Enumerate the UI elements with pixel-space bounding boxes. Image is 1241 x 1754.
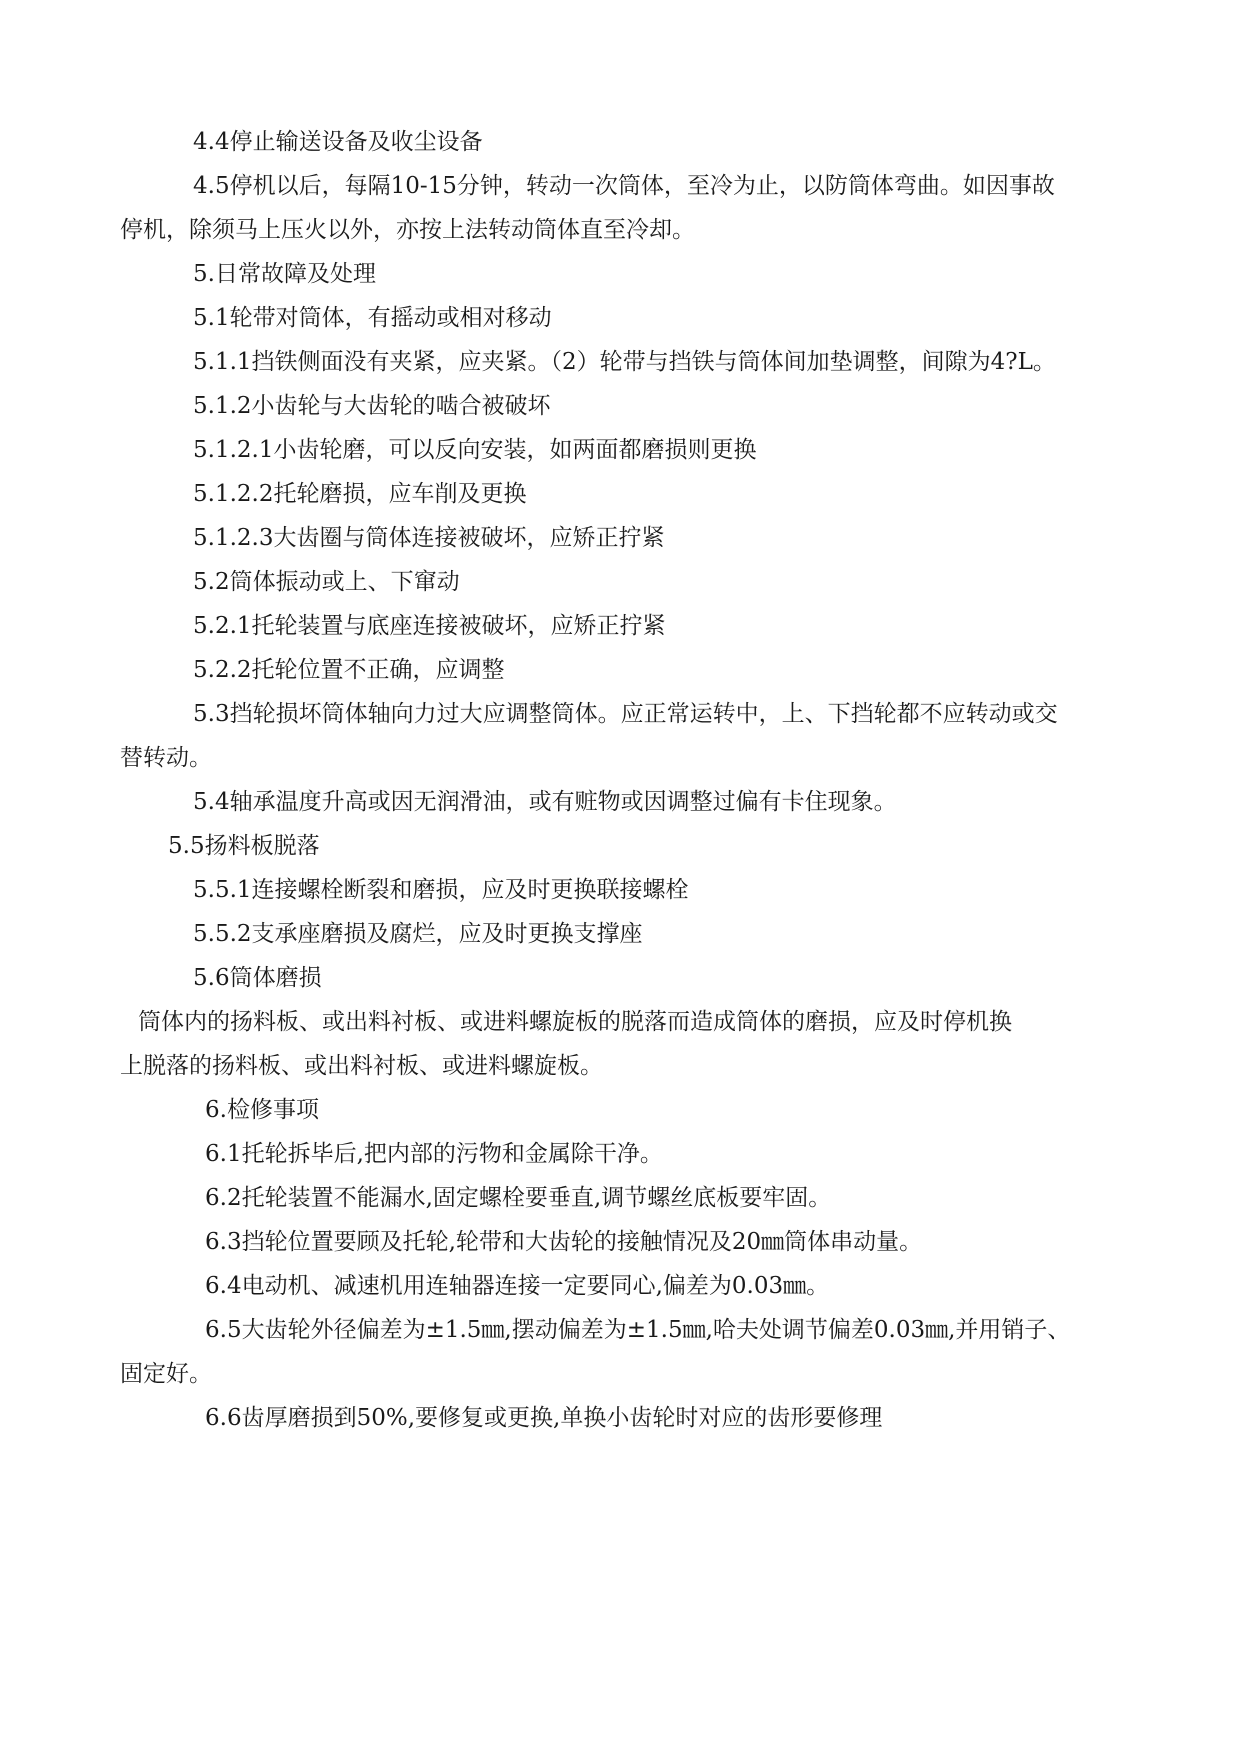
text-line: 5.1.2.1小齿轮磨，可以反向安装，如两面都磨损则更换 [193, 437, 757, 463]
text-line: 5.5扬料板脱落 [168, 833, 320, 859]
text-line: 停机，除须马上压火以外，亦按上法转动筒体直至冷却。 [120, 217, 695, 243]
text-line: 5.1.2.3大齿圈与筒体连接被破坏，应矫正拧紧 [193, 525, 665, 551]
text-line: 固定好。 [120, 1361, 212, 1387]
text-line: 5.1.1挡铁侧面没有夹紧，应夹紧。（2）轮带与挡铁与筒体间加垫调整，间隙为4?L。 [193, 349, 1056, 375]
text-line: 4.5停机以后，每隔10-15分钟，转动一次筒体，至冷为止，以防筒体弯曲。如因事故 [193, 173, 1055, 199]
text-line: 6.4电动机、减速机用连轴器连接一定要同心,偏差为0.03㎜。 [205, 1273, 830, 1299]
text-line: 5.1轮带对筒体，有摇动或相对移动 [193, 305, 552, 331]
text-line: 5.2.1托轮装置与底座连接被破坏，应矫正拧紧 [193, 613, 666, 639]
text-line: 筒体内的扬料板、或出料衬板、或进料螺旋板的脱落而造成筒体的磨损，应及时停机换 [138, 1009, 1012, 1035]
text-line: 5.1.2.2托轮磨损，应车削及更换 [193, 481, 527, 507]
text-line: 5.2筒体振动或上、下窜动 [193, 569, 460, 595]
text-line: 5.5.1连接螺栓断裂和磨损，应及时更换联接螺栓 [193, 877, 689, 903]
text-line: 5.日常故障及处理 [193, 261, 376, 287]
text-line: 6.3挡轮位置要顾及托轮,轮带和大齿轮的接触情况及20㎜筒体串动量。 [205, 1229, 923, 1255]
text-line: 5.2.2托轮位置不正确，应调整 [193, 657, 505, 683]
text-line: 6.5大齿轮外径偏差为±1.5㎜,摆动偏差为±1.5㎜,哈夫处调节偏差0.03㎜,并用销子、 [205, 1317, 1071, 1343]
text-line: 5.6筒体磨损 [193, 965, 322, 991]
text-line: 6.6齿厚磨损到50%,要修复或更换,单换小齿轮时对应的齿形要修理 [205, 1405, 883, 1431]
text-line: 替转动。 [120, 745, 212, 771]
text-line: 4.4停止输送设备及收尘设备 [193, 129, 483, 155]
text-line: 5.3挡轮损坏筒体轴向力过大应调整筒体。应正常运转中，上、下挡轮都不应转动或交 [193, 701, 1058, 727]
text-line: 5.5.2支承座磨损及腐烂，应及时更换支撑座 [193, 921, 643, 947]
text-line: 上脱落的扬料板、或出料衬板、或进料螺旋板。 [120, 1053, 603, 1079]
text-line: 6.1托轮拆毕后,把内部的污物和金属除干净。 [205, 1141, 663, 1167]
text-line: 5.4轴承温度升高或因无润滑油，或有赃物或因调整过偏有卡住现象。 [193, 789, 897, 815]
text-line: 5.1.2小齿轮与大齿轮的啮合被破坏 [193, 393, 551, 419]
text-line: 6.2托轮装置不能漏水,固定螺栓要垂直,调节螺丝底板要牢固。 [205, 1185, 832, 1211]
text-line: 6.检修事项 [205, 1097, 319, 1123]
